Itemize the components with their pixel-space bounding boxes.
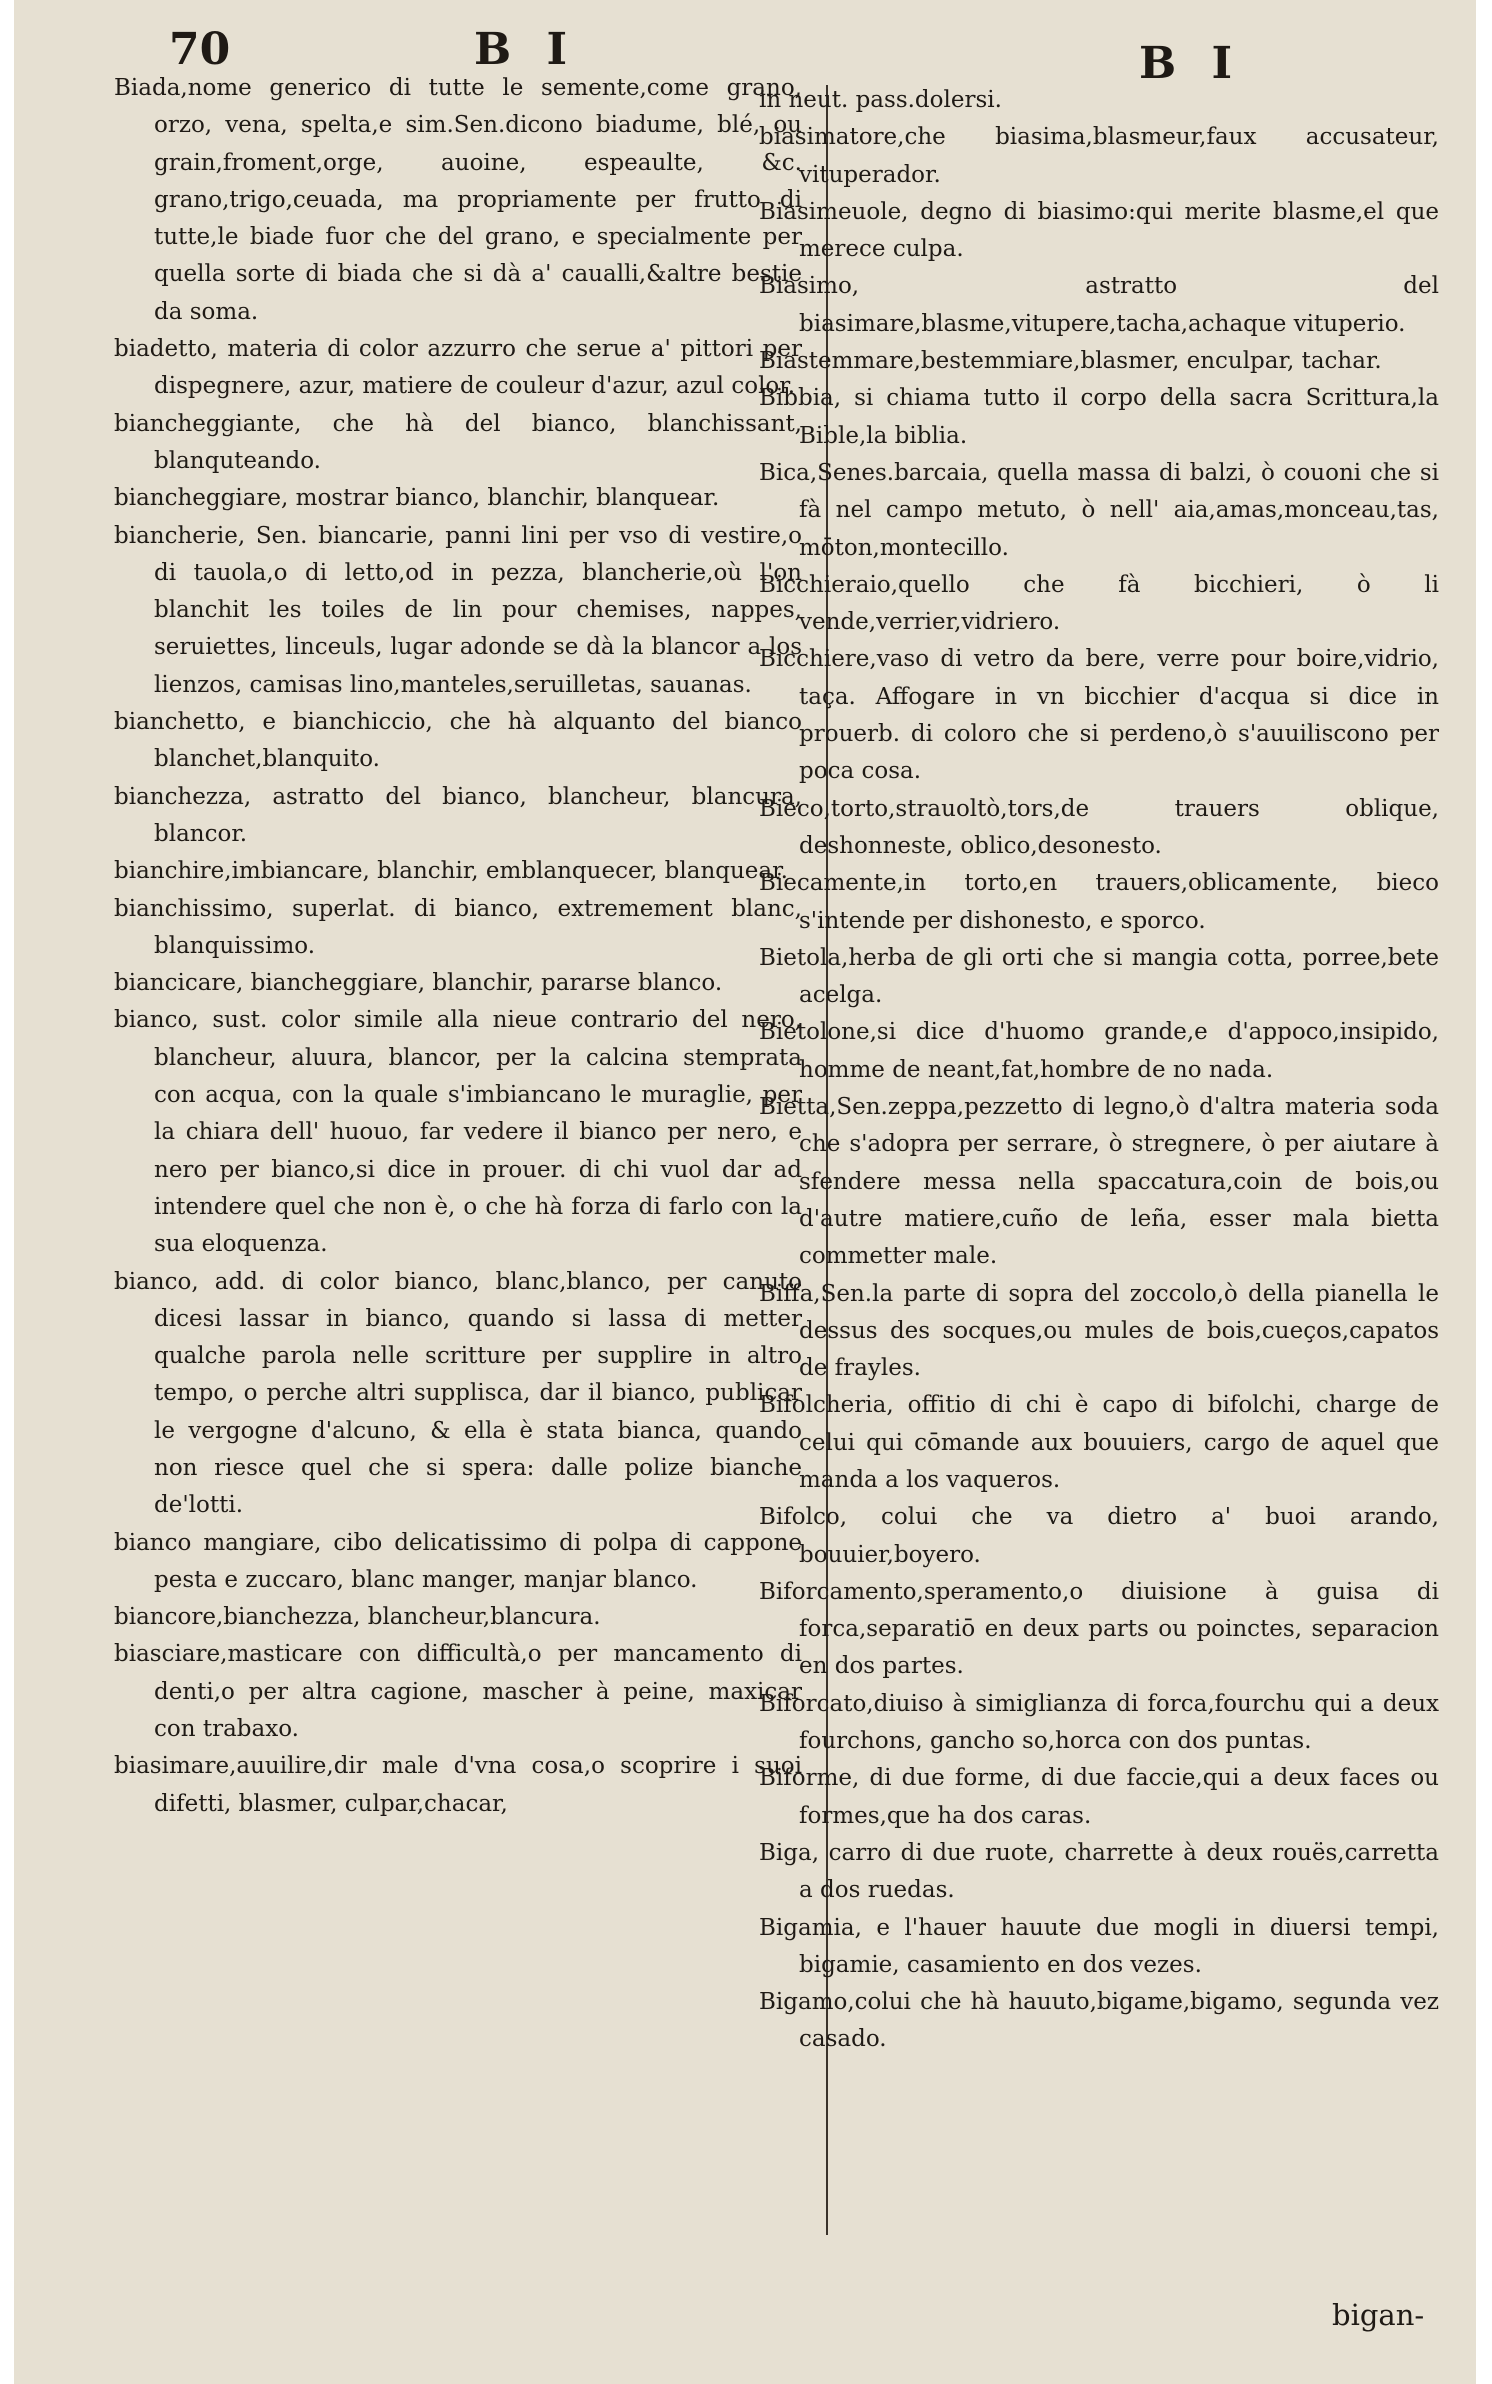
dictionary-entry: Bigamia, e l'hauer hauute due mogli in diuersi tempi, bigamie, casamiento en dos vezes. xyxy=(759,1914,1439,1978)
dictionary-entry: bianchissimo, superlat. di bianco, extremement blanc, blanquissimo. xyxy=(114,895,802,959)
dictionary-entry: Biastemmare,bestemmiare,blasmer, enculpar, tachar. xyxy=(759,348,1382,375)
dictionary-entry: bianco, sust. color simile alla nieue contrario del nero, blancheur, aluura, blancor, per la calcina stemprata con acqua, con la quale s'imbiancano le muraglie, per la chiara dell' huouo, far vedere il bianco per nero, e nero per bianco,si dice in prouer. di chi vuol dar ad intendere quel che non è, o che hà forza di farlo con la sua eloquenza. xyxy=(114,1007,802,1258)
dictionary-entry: in neut. pass.dolersi. xyxy=(759,87,1002,113)
dictionary-entry: Bifolco, colui che va dietro a' buoi arando, bouuier,boyero. xyxy=(759,1504,1439,1568)
right-column xyxy=(759,82,1439,2059)
dictionary-entry: Biforcamento,speramento,o diuisione à guisa di forca,separatiō en deux parts ou poinctes, separacion en dos partes. xyxy=(759,1578,1439,1680)
dictionary-entry: Bietolone,si dice d'huomo grande,e d'appoco,insipido, homme de neant,fat,hombre de no nada. xyxy=(759,1019,1439,1083)
dictionary-entry: Bigamo,colui che hà hauuto,bigame,bigamo, segunda vez casado. xyxy=(759,1989,1439,2053)
catchword: bigan- xyxy=(1332,2298,1425,2332)
dictionary-entry: Bica,Senes.barcaia, quella massa di balzi, ò couoni che si fà nel campo metuto, ò nell' aia,amas,monceau,tas, mōton,montecillo. xyxy=(759,459,1439,561)
dictionary-entry: Bicchiere,vaso di vetro da bere, verre pour boire,vidrio, taça. Affogare in vn bicchier d'acqua si dice in prouerb. di coloro che si perdeno,ò s'auuiliscono per poca cosa. xyxy=(759,646,1439,785)
dictionary-entry: biancherie, Sen. biancarie, panni lini per vso di vestire,o di tauola,o di letto,od in pezza, blancherie,où l'on blanchit les toiles de lin pour chemises, nappes, seruiettes, linceuls, lugar adonde se dà la blancor a los lienzos, camisas lino,manteles,seruilletas, sauanas. xyxy=(114,522,802,698)
dictionary-entry: Bietola,herba de gli orti che si mangia cotta, porree,bete acelga. xyxy=(759,944,1439,1009)
dictionary-entry: bianchetto, e bianchiccio, che hà alquanto del bianco blanchet,blanquito. xyxy=(114,709,802,773)
dictionary-entry: biancheggiante, che hà del bianco, blanchissant, blanquteando. xyxy=(114,410,802,474)
dictionary-entry: Bicchieraio,quello che fà bicchieri, ò li vende,verrier,vidriero. xyxy=(759,571,1439,636)
running-head-left: B I xyxy=(474,24,578,75)
dictionary-entry: bianco mangiare, cibo delicatissimo di polpa di cappone pesta e zuccaro, blanc manger, manjar blanco. xyxy=(114,1529,802,1593)
dictionary-entry: Bibbia, si chiama tutto il corpo della sacra Scrittura,la Bible,la biblia. xyxy=(759,385,1439,449)
left-column xyxy=(114,70,802,1823)
dictionary-entry: Biforme, di due forme, di due faccie,qui a deux faces ou formes,que ha dos caras. xyxy=(759,1765,1439,1829)
dictionary-entry: Bifolcheria, offitio di chi è capo di bifolchi, charge de celui qui cōmande aux bouuiers, cargo de aquel que manda a los vaqueros. xyxy=(759,1392,1439,1493)
dictionary-entry: Biga, carro di due ruote, charrette à deux rouës,carretta a dos ruedas. xyxy=(759,1839,1439,1904)
page-number: 70 xyxy=(169,24,231,75)
dictionary-entry: biancheggiare, mostrar bianco, blanchir, blanquear. xyxy=(114,485,720,512)
dictionary-entry: biasciare,masticare con difficultà,o per mancamento di denti,o per altra cagione, mascher à peine, maxicar con trabaxo. xyxy=(114,1641,802,1743)
dictionary-entry: Biforcato,diuiso à simiglianza di forca,fourchu qui a deux fourchons, gancho so,horca con dos puntas. xyxy=(759,1690,1439,1755)
dictionary-entry: Biecamente,in torto,en trauers,oblicamente, bieco s'intende per dishonesto, e sporco. xyxy=(759,870,1439,934)
running-head-right: B I xyxy=(1139,38,1243,89)
dictionary-entry: Bieco,torto,strauoltò,tors,de trauers oblique, deshonneste, oblico,desonesto. xyxy=(759,795,1439,859)
dictionary-entry: biasimatore,che biasima,blasmeur,faux accusateur, vituperador. xyxy=(759,124,1439,188)
dictionary-entry: biasimare,auuilire,dir male d'vna cosa,o scoprire i suoi difetti, blasmer, culpar,chacar, xyxy=(114,1753,802,1817)
dictionary-entry: Biada,nome generico di tutte le semente,come grano, orzo, vena, spelta,e sim.Sen.dicono biadume, blé, ou grain,froment,orge, auoine, espeaulte, &c. grano,trigo,ceuada, ma propriamente per frutto di tutte,le biade fuor che del grano, e specialmente per quella sorte di biada che si dà a' caualli,&altre bestie da soma. xyxy=(114,75,802,325)
dictionary-entry: bianchire,imbiancare, blanchir, emblanquecer, blanquear. xyxy=(114,858,788,885)
dictionary-entry: biancicare, biancheggiare, blanchir, pararse blanco. xyxy=(114,970,723,997)
dictionary-entry: Biasimeuole, degno di biasimo:qui merite blasme,el que merece culpa. xyxy=(759,198,1439,263)
dictionary-entry: Bietta,Sen.zeppa,pezzetto di legno,ò d'altra materia soda che s'adopra per serrare, ò stregnere, ò per aiutare à sfendere messa nella spaccatura,coin de bois,ou d'autre matiere,cuño de leña, esser mala bietta commetter male. xyxy=(759,1094,1439,1270)
dictionary-entry: Biasimo, astratto del biasimare,blasme,vitupere,tacha,achaque vituperio. xyxy=(759,273,1439,337)
dictionary-entry: biancore,bianchezza, blancheur,blancura. xyxy=(114,1604,601,1631)
dictionary-entry: Biffa,Sen.la parte di sopra del zoccolo,ò della pianella le dessus des socques,ou mules de bois,cueços,capatos de frayles. xyxy=(759,1280,1439,1382)
dictionary-entry: bianchezza, astratto del bianco, blancheur, blancura, blancor. xyxy=(114,783,802,847)
book-page xyxy=(14,0,1476,2384)
dictionary-entry: bianco, add. di color bianco, blanc,blanco, per canuto dicesi lassar in bianco, quando si lassa di metter qualche parola nelle scritture per supplire in altro tempo, o perche altri supplisca, dar il bianco, publicar le vergogne d'alcuno, & ella è stata bianca, quando non riesce quel che si spera: dalle polize bianche de'lotti. xyxy=(114,1268,802,1519)
dictionary-entry: biadetto, materia di color azzurro che serue a' pittori per dispegnere, azur, matiere de couleur d'azur, azul color. xyxy=(114,336,802,400)
